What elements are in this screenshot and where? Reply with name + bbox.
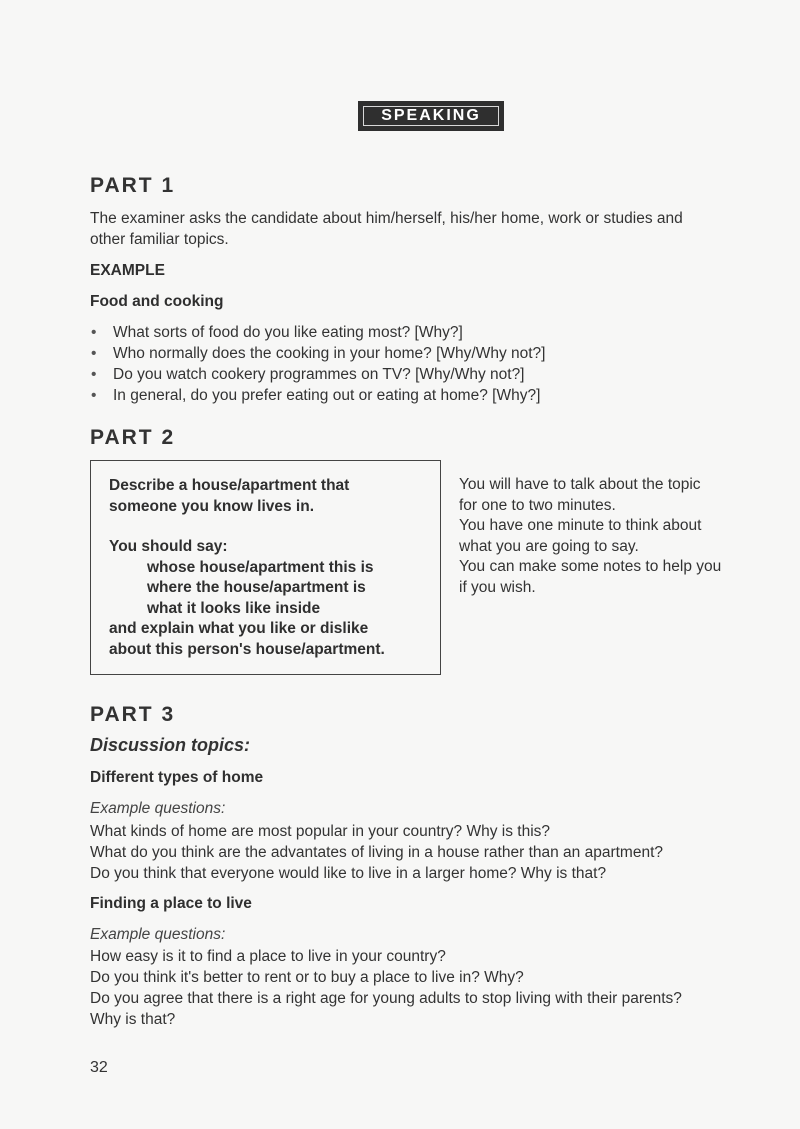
cue-card-explain: about this person's house/apartment. bbox=[109, 640, 385, 658]
cue-card-point: what it looks like inside bbox=[147, 599, 321, 617]
part1-example-label: EXAMPLE bbox=[90, 262, 165, 279]
part1-heading: PART 1 bbox=[90, 174, 176, 197]
question-line: What do you think are the advantates of living in a house rather than an apartment? bbox=[90, 844, 664, 861]
instruction-line: You will have to talk about the topic bbox=[459, 476, 701, 493]
instruction-line: You have one minute to think about bbox=[459, 517, 702, 534]
cue-card-should-say: You should say: bbox=[109, 538, 228, 555]
list-item bbox=[90, 364, 770, 385]
cue-card-line: Describe a house/apartment that bbox=[109, 477, 350, 494]
cue-card-explain: and explain what you like or dislike bbox=[109, 620, 369, 637]
instruction-line: if you wish. bbox=[459, 578, 536, 596]
question-text: What sorts of food do you like eating most? [Why?] bbox=[113, 324, 463, 341]
part1-intro-line-1: The examiner asks the candidate about him/herself, his/her home, work or studies and bbox=[90, 210, 683, 227]
question-line: Do you think it's better to rent or to buy a place to live in? Why? bbox=[90, 969, 524, 986]
topic2-example-label: Example questions: bbox=[90, 926, 226, 943]
part1-intro bbox=[90, 208, 770, 250]
question-line: Do you agree that there is a right age for young adults to stop living with their parents? bbox=[90, 990, 682, 1007]
part3-heading: PART 3 bbox=[90, 703, 176, 726]
topic2-title: Finding a place to live bbox=[90, 895, 252, 912]
part2-heading: PART 2 bbox=[90, 426, 176, 449]
cue-card-point: where the house/apartment is bbox=[147, 579, 366, 596]
bullet-icon: • bbox=[91, 366, 97, 383]
cue-card-line: someone you know lives in. bbox=[109, 497, 314, 515]
part1-intro-line-2: other familiar topics. bbox=[90, 231, 229, 248]
topic1-questions bbox=[90, 821, 780, 884]
cue-card-point: whose house/apartment this is bbox=[147, 558, 374, 576]
instruction-line: for one to two minutes. bbox=[459, 496, 616, 514]
part1-topic: Food and cooking bbox=[90, 293, 224, 310]
question-line: Do you think that everyone would like to live in a larger home? Why is that? bbox=[90, 865, 607, 882]
bullet-icon: • bbox=[91, 345, 97, 362]
question-line: Why is that? bbox=[90, 1011, 176, 1028]
page-number: 32 bbox=[90, 1059, 108, 1076]
topic1-title: Different types of home bbox=[90, 769, 264, 786]
topic1-example-label: Example questions: bbox=[90, 800, 226, 817]
speaking-banner bbox=[358, 101, 504, 131]
topic2-questions bbox=[90, 946, 780, 1030]
question-line: How easy is it to find a place to live in your country? bbox=[90, 948, 446, 965]
instruction-line: You can make some notes to help you bbox=[459, 558, 722, 575]
question-text: In general, do you prefer eating out or eating at home? [Why?] bbox=[113, 387, 541, 404]
bullet-icon: • bbox=[91, 324, 97, 341]
part1-question-list bbox=[90, 322, 770, 406]
cue-card-text bbox=[109, 476, 434, 660]
question-text: Who normally does the cooking in your home? [Why/Why not?] bbox=[113, 345, 546, 362]
question-text: Do you watch cookery programmes on TV? [Why/Why not?] bbox=[113, 366, 525, 383]
question-line: What kinds of home are most popular in your country? Why is this? bbox=[90, 823, 551, 840]
part2-instructions bbox=[459, 475, 769, 598]
speaking-banner-label: SPEAKING bbox=[363, 106, 499, 126]
instruction-line: what you are going to say. bbox=[459, 537, 639, 555]
list-item bbox=[90, 322, 770, 343]
bullet-icon: • bbox=[91, 387, 97, 404]
discussion-topics-label: Discussion topics: bbox=[90, 735, 251, 755]
list-item bbox=[90, 343, 770, 364]
cue-card bbox=[90, 460, 441, 675]
list-item bbox=[90, 385, 770, 406]
